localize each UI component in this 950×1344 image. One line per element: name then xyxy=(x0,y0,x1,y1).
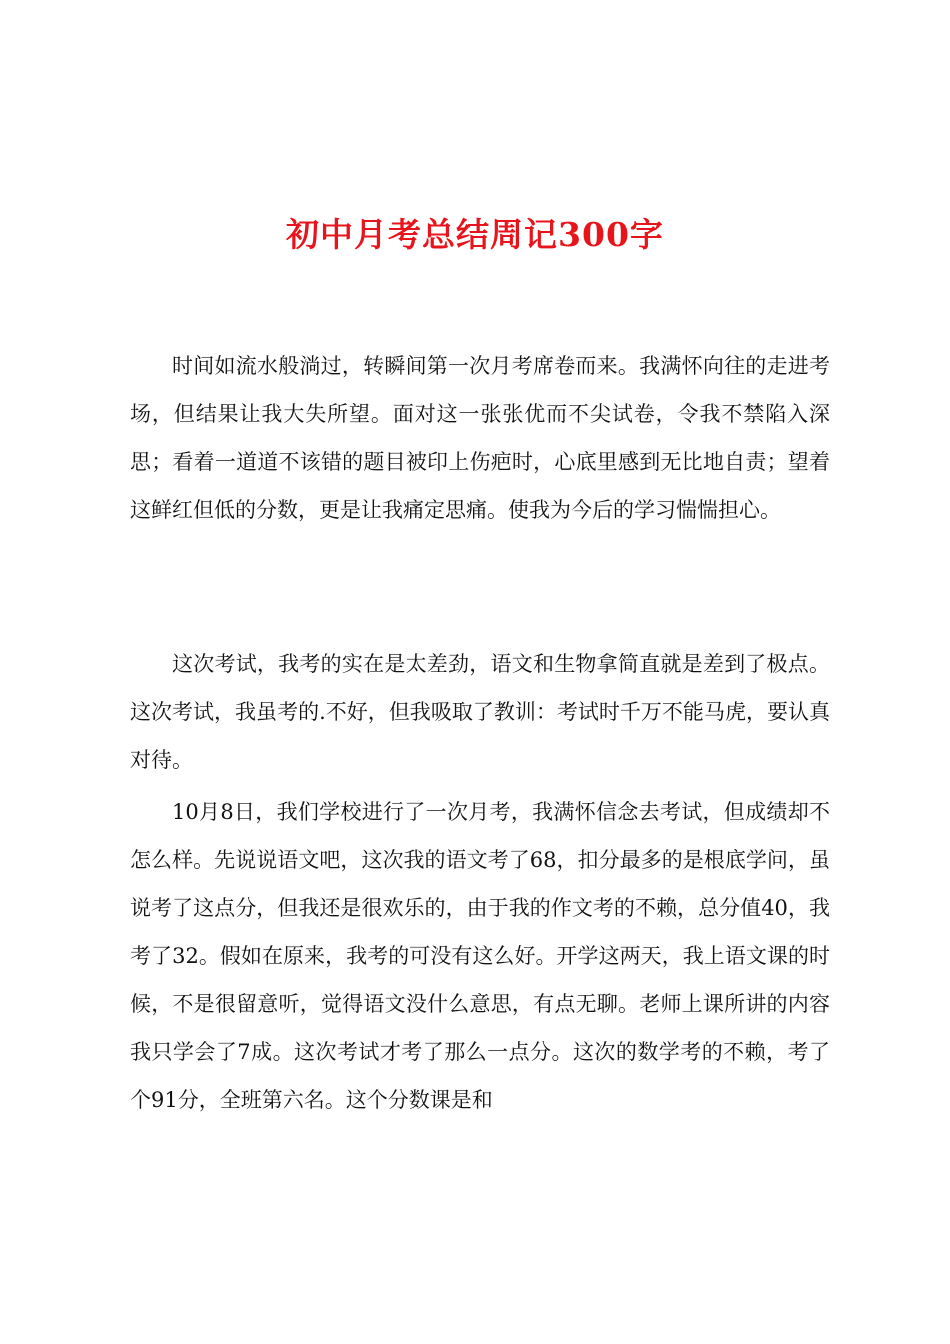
paragraph-2: 这次考试，我考的实在是太差劲，语文和生物拿简直就是差到了极点。这次考试，我虽考的.不好，但我吸取了教训：考试时千万不能马虎，要认真对待。 xyxy=(130,652,830,772)
paragraph-3-block xyxy=(130,788,830,1124)
paragraph-3: 10月8日，我们学校进行了一次月考，我满怀信念去考试，但成绩却不怎么样。先说说语文吧，这次我的语文考了68，扣分最多的是根底学问，虽说考了这点分，但我还是很欢乐的，由于我的作文考的不赖，总分值40，我考了32。假如在原来，我考的可没有这么好。开学这两天，我上语文课的时候，不是很留意听，觉得语文没什么意思，有点无聊。老师上课所讲的内容我只学会了7成。这次考试才考了那么一点分。这次的数学考的不赖，考了个91分，全班第六名。这个分数课是和 xyxy=(130,800,830,1112)
document-title: 初中月考总结周记300字 xyxy=(286,215,664,254)
paragraph-2-block xyxy=(130,640,830,784)
paragraph-1: 时间如流水般淌过，转瞬间第一次月考席卷而来。我满怀向往的走进考场，但结果让我大失所望。面对这一张张优而不尖试卷，令我不禁陷入深思；看着一道道不该错的题目被印上伤疤时，心底里感到无比地自责；望着这鲜红但低的分数，更是让我痛定思痛。使我为今后的学习惴惴担心。 xyxy=(130,354,830,522)
paragraph-1-block xyxy=(130,342,830,534)
